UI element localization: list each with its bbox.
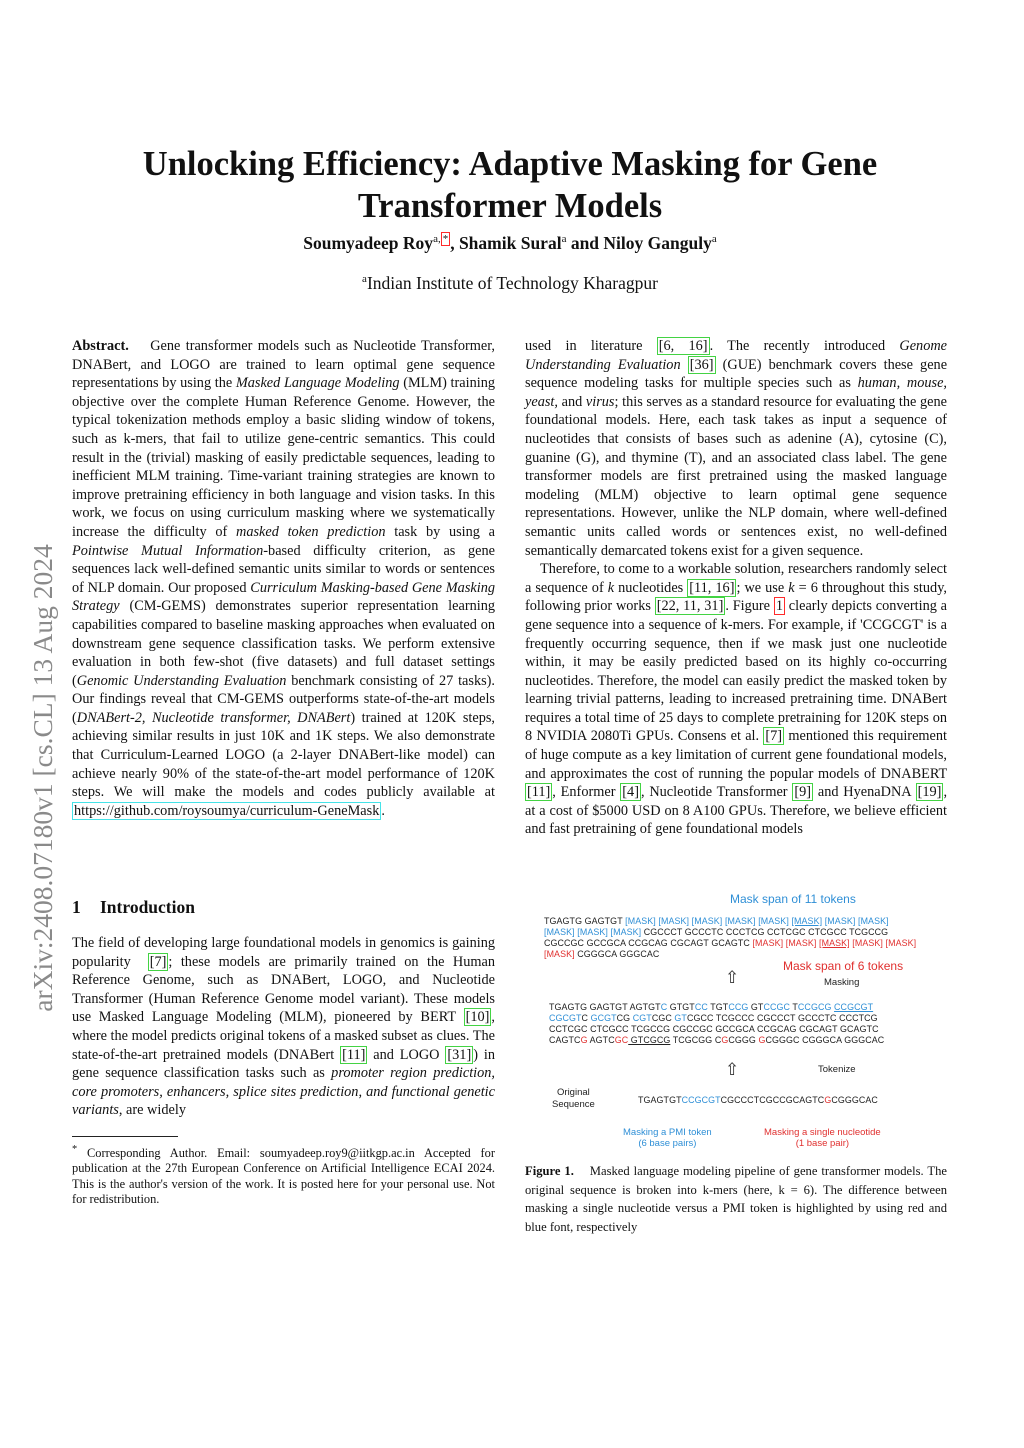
citation-link[interactable]: [10] xyxy=(465,1009,490,1026)
kmer-line-3: CCTCGC CTCGCC TCGCCG CGCCGC GCCGCA CCGCAG CGCAGT GCAGTC xyxy=(549,1024,879,1034)
intro-text: , where the model predicts original tokens of a masked subset as clues. The state-of-the-art pretrained models (DNABert xyxy=(72,1009,495,1063)
citation-link[interactable]: [11, 16] xyxy=(689,579,735,596)
masked-seq-text: CGGGCA GGGCAC xyxy=(577,949,660,959)
author-2: Shamik Sural xyxy=(458,233,562,253)
original-sequence-label: Original Sequence xyxy=(552,1087,595,1110)
mask-token: [MASK] xyxy=(858,916,889,926)
paragraph-kmers xyxy=(525,560,947,839)
legend-pmi-token: Masking a PMI token (6 base pairs) xyxy=(623,1127,712,1149)
intro-text: ) in gene sequence classification tasks such as xyxy=(72,1046,495,1082)
math-k: k xyxy=(788,579,795,596)
masked-seq-text: CGCCGC GCCGCA CCGCAG CGCAGT GCAGTC xyxy=(544,938,750,948)
footnote-rule xyxy=(72,1136,178,1137)
masked-seq-text: TGAGTG GAGTGT xyxy=(544,916,623,926)
original-sequence: TGAGTGTCCGCGTCGCCCTCGCCGCAGTCGCGGGCAC xyxy=(638,1095,878,1105)
abstract-text: (MLM) training objective over the complete Human Reference Genome. However, the typical tokenization methods employ a basic sliding window of tokens, such as k-mers, that fail to utilize gene-centric semantics. This could result in the (trivial) masking of easily predictable sequences, leading to inefficient MLM training. Time-variant training strategies are known to improve pretraining efficiency in both language and vision tasks. In this work, we focus on using curriculum masking where we systematically increase the difficulty of xyxy=(72,375,495,540)
paper-title xyxy=(60,143,960,227)
masked-seq-line-2 xyxy=(544,927,888,938)
body-text: . The recently introduced xyxy=(709,338,886,354)
author-list: Soumyadeep Roy$^{a,}$ * , Shamik Sural$^a$ and Niloy Ganguly$^a$ xyxy=(303,233,717,253)
mask-token: [MASK] xyxy=(691,916,723,926)
intro-text: and LOGO xyxy=(373,1046,440,1063)
abstract xyxy=(72,337,495,820)
affiliation xyxy=(60,273,960,294)
body-text: (GUE) benchmark covers these gene sequence modeling tasks for multiple species such as xyxy=(525,356,948,392)
abstract-text: (CM-GEMS) demonstrates superior representation learning capabilities compared to baseline masking approaches when evaluated on downstream gene sequence classification tasks. We perform extensive evaluation in both few-shot (five datasets) and full dataset settings ( xyxy=(72,598,495,689)
citation-link[interactable]: [36] xyxy=(689,356,714,373)
mask-token: [MASK] xyxy=(544,949,575,959)
mask-token: [MASK] xyxy=(577,927,608,937)
body-text: , Enformer xyxy=(552,784,616,801)
figure-1 xyxy=(527,888,947,1152)
author-3: Niloy Ganguly xyxy=(603,233,712,253)
mask-token: [MASK] xyxy=(785,938,817,948)
mask-token: [MASK] xyxy=(885,938,917,948)
citation-link[interactable]: [6, 16] xyxy=(658,338,708,354)
abstract-text: ) trained at 120K steps, achieving similar results in just 10K and 1K steps. We also demonstrate that Curriculum-Learned LOGO (a 2-layer DNABert-like model) can achieve nearly 90% of the state-of-the-art model performance of 120K steps. We will make the models and codes publicly available at xyxy=(72,709,495,801)
kmer-line-2: CGCGTC GCGTCG CGTCGC GTCGCC TCGCCC CGCCCT GCCCTC CCCTCG xyxy=(549,1013,878,1023)
body-emph: virus xyxy=(585,393,615,410)
up-arrow-icon: ⇧ xyxy=(725,1060,740,1079)
body-text: used in literature xyxy=(525,338,643,354)
author-3-affil: a xyxy=(711,233,717,246)
abstract-emph: masked token prediction xyxy=(236,523,386,540)
introduction-paragraph xyxy=(72,934,495,1120)
corresponding-author-link[interactable]: * xyxy=(442,233,449,246)
kmer-line-1: TGAGTG GAGTGT AGTGTC GTGTCC TGTCCG GTCCGC TCCGCG CCGCGT xyxy=(549,1002,874,1012)
legend-single-nucleotide: Masking a single nucleotide (1 base pair) xyxy=(764,1127,881,1149)
author-1-affil: a, xyxy=(433,233,441,246)
mask-token: [MASK] xyxy=(852,938,883,948)
body-emph: human, mouse, yeast, xyxy=(525,375,947,410)
abstract-text: Gene transformer models such as Nucleotide Transformer, DNABert, and LOGO are trained to learn optimal gene sequence representations by using the xyxy=(72,338,495,392)
citation-link[interactable]: [4] xyxy=(622,784,639,801)
mask-span-6-title: Mask span of 6 tokens xyxy=(783,959,904,973)
figure-1-caption xyxy=(525,1162,947,1236)
citation-link[interactable]: [7] xyxy=(149,953,167,970)
footnote-text: Corresponding Author. Email: soumyadeep.roy9@iitkgp.ac.in Accepted for publication at the 27th European Conference on Artificial Intelligence ECAI 2024. This is the author's version of the work. It is posted here for your personal use. Not for redistribution. xyxy=(72,1146,495,1207)
intro-text: ; these models are primarily trained on the Human Reference Genome, such as DNABert, LOGO, and Nucleotide Transformer (Human Reference Genome model variant). These models use Masked Language Modeling (MLM), pioneered by BERT xyxy=(72,953,495,1026)
title-line-1: Unlocking Efficiency: Adaptive Masking for Gene xyxy=(142,145,878,183)
body-text: nucleotides xyxy=(618,579,684,596)
caption-text: Masked language modeling pipeline of gene transformer models. The original sequence is broken into k-mers (here, k = 6). The difference between masking a single nucleotide versus a PMI token is highlighted by using red and blue font, respectively xyxy=(525,1164,947,1234)
body-text: ; this serves as a standard resource for evaluating the gene foundational models. Here, each task takes as input a sequence of nucleotides that consists of bases such as adenine (A), cytosine (C), guanine (G), and thymine (T), and an associated class label. The gene transformer models are first pretrained using the masked language modeling (MLM) objective to learn optimal gene sequence representations. However, unlike the NLP domain, where well-defined semantic units called words or sentences exist, no well-defined semantically demarcated tokens exist for a given sequence. xyxy=(525,393,947,559)
mask-token: [MASK] xyxy=(824,916,856,926)
body-text: clearly depicts converting a gene sequence into a sequence of k-mers. For example, if 'CCGCGT' is a frequently occurring sequence, then if we mask just one nucleotide within, it may be easily predicted based on its highly co-occurring nucleotides. Therefore, the model can easily predict the masked token by learning trivial patterns, leading to increased pretraining time. DNABert requires a total time of 25 days to complete pretraining for 120K steps on 8 NVIDIA 2080Ti GPUs. Consens et al. xyxy=(525,598,948,745)
masked-seq-line-3 xyxy=(544,938,916,949)
arxiv-identifier-text: arXiv:2408.07180v1 [cs.CL] 13 Aug 2024 xyxy=(27,544,58,1012)
mask-span-11-title: Mask span of 11 tokens xyxy=(730,892,856,906)
author-1: Soumyadeep Roy xyxy=(303,233,434,253)
abstract-emph: Genomic Understanding Evaluation xyxy=(76,672,287,689)
footnote-mark: * xyxy=(72,1144,78,1155)
intro-text: The field of developing large foundational models in genomics is gaining popularity xyxy=(72,935,495,970)
body-text: ; we use xyxy=(736,579,785,596)
citation-link[interactable]: [9] xyxy=(794,784,812,801)
mask-token: [MASK] xyxy=(791,916,823,926)
author-2-affil: a xyxy=(561,233,567,246)
arxiv-identifier xyxy=(18,448,68,1108)
body-text: and xyxy=(561,393,583,410)
mask-token: [MASK] xyxy=(544,927,575,937)
masked-seq-text: CGCCCT GCCCTC CCCTCG CCTCGC CTCGCC TCGCCG xyxy=(643,927,889,937)
up-arrow-icon: ⇧ xyxy=(725,968,740,987)
citation-link[interactable]: [11] xyxy=(527,784,551,801)
section-number: 1 xyxy=(72,897,81,917)
abstract-label: Abstract. xyxy=(72,338,129,354)
abstract-emph: Curriculum Masking-based Gene Masking Strategy xyxy=(72,579,496,615)
body-text: mentioned this requirement of huge compute as a key limitation of current gene foundational models, and approximates the cost of running the popular models of DNABERT xyxy=(525,728,948,782)
mask-token: [MASK] xyxy=(758,916,789,926)
mask-token: [MASK] xyxy=(610,927,642,937)
intro-emph: promoter region prediction, core promoters, enhancers, splice sites prediction, and functional genetic variants xyxy=(72,1065,496,1119)
abstract-text: -based difficulty criterion, as gene sequences lack well-defined semantic units similar to words or sentences of NLP domain. Our proposed xyxy=(72,542,495,596)
mask-token: [MASK] xyxy=(625,916,656,926)
affiliation-mark: a xyxy=(362,273,367,286)
masking-label: Masking xyxy=(824,977,860,988)
author-conjunction: and xyxy=(570,233,600,253)
kmer-line-4: CAGTCG AGTCGC GTCGCG TCGCGG CGCGGG GCGGGC CGGGCA GGGCAC xyxy=(549,1035,885,1045)
citation-link[interactable]: [19] xyxy=(917,784,942,801)
math-k: k xyxy=(607,579,615,596)
abstract-emph: Pointwise Mutual Information xyxy=(72,542,264,559)
body-text: , at a cost of $5000 USD on 8 A100 GPUs. Therefore, we believe efficient and fast pretraining of gene foundational models xyxy=(525,784,948,838)
mask-token: [MASK] xyxy=(658,916,690,926)
body-text: Therefore, to come to a workable solution, researchers randomly select a sequence of xyxy=(525,561,947,596)
figure-link[interactable]: 1 xyxy=(775,598,783,615)
masked-seq-line-4 xyxy=(544,949,659,960)
section-title: Introduction xyxy=(100,897,195,917)
body-emph: Genome Understanding Evaluation xyxy=(525,338,948,373)
footnote xyxy=(72,1142,495,1207)
paragraph-gue xyxy=(525,337,947,560)
citation-link[interactable]: [7] xyxy=(765,728,783,745)
citation-link[interactable]: [22, 11, 31] xyxy=(656,598,724,615)
abstract-text: benchmark consisting of 27 tasks). Our findings reveal that CM-GEMS outperforms state-of-the-art models ( xyxy=(72,672,495,726)
body-text: , Nucleotide Transformer xyxy=(640,784,788,801)
mask-token: [MASK] xyxy=(724,916,756,926)
affiliation-text: Indian Institute of Technology Kharagpur xyxy=(366,273,658,293)
masked-seq-line-1 xyxy=(544,916,889,927)
abstract-text: task by using a xyxy=(394,523,495,540)
body-text: . Figure xyxy=(725,598,771,615)
abstract-emph: Masked Language Modeling xyxy=(235,375,400,392)
tokenize-label: Tokenize xyxy=(818,1064,856,1075)
title-line-2: Transformer Models xyxy=(357,187,663,225)
citation-link[interactable]: [31] xyxy=(447,1046,472,1063)
right-column xyxy=(525,337,947,839)
citation-link[interactable]: [11] xyxy=(342,1046,366,1063)
intro-text: , are widely xyxy=(118,1102,186,1119)
body-text: and HyenaDNA xyxy=(817,784,911,801)
github-link[interactable]: https://github.com/roysoumya/curriculum-GeneMask xyxy=(74,802,380,819)
mask-token: [MASK] xyxy=(819,938,850,948)
mask-token: [MASK] xyxy=(752,938,784,948)
section-heading-introduction xyxy=(72,897,195,918)
caption-label: Figure 1. xyxy=(525,1164,574,1178)
body-text: = 6 throughout this study, following prior works xyxy=(525,579,948,615)
abstract-text: . xyxy=(381,802,385,819)
abstract-emph: DNABert-2, Nucleotide transformer, DNABert xyxy=(76,709,351,726)
